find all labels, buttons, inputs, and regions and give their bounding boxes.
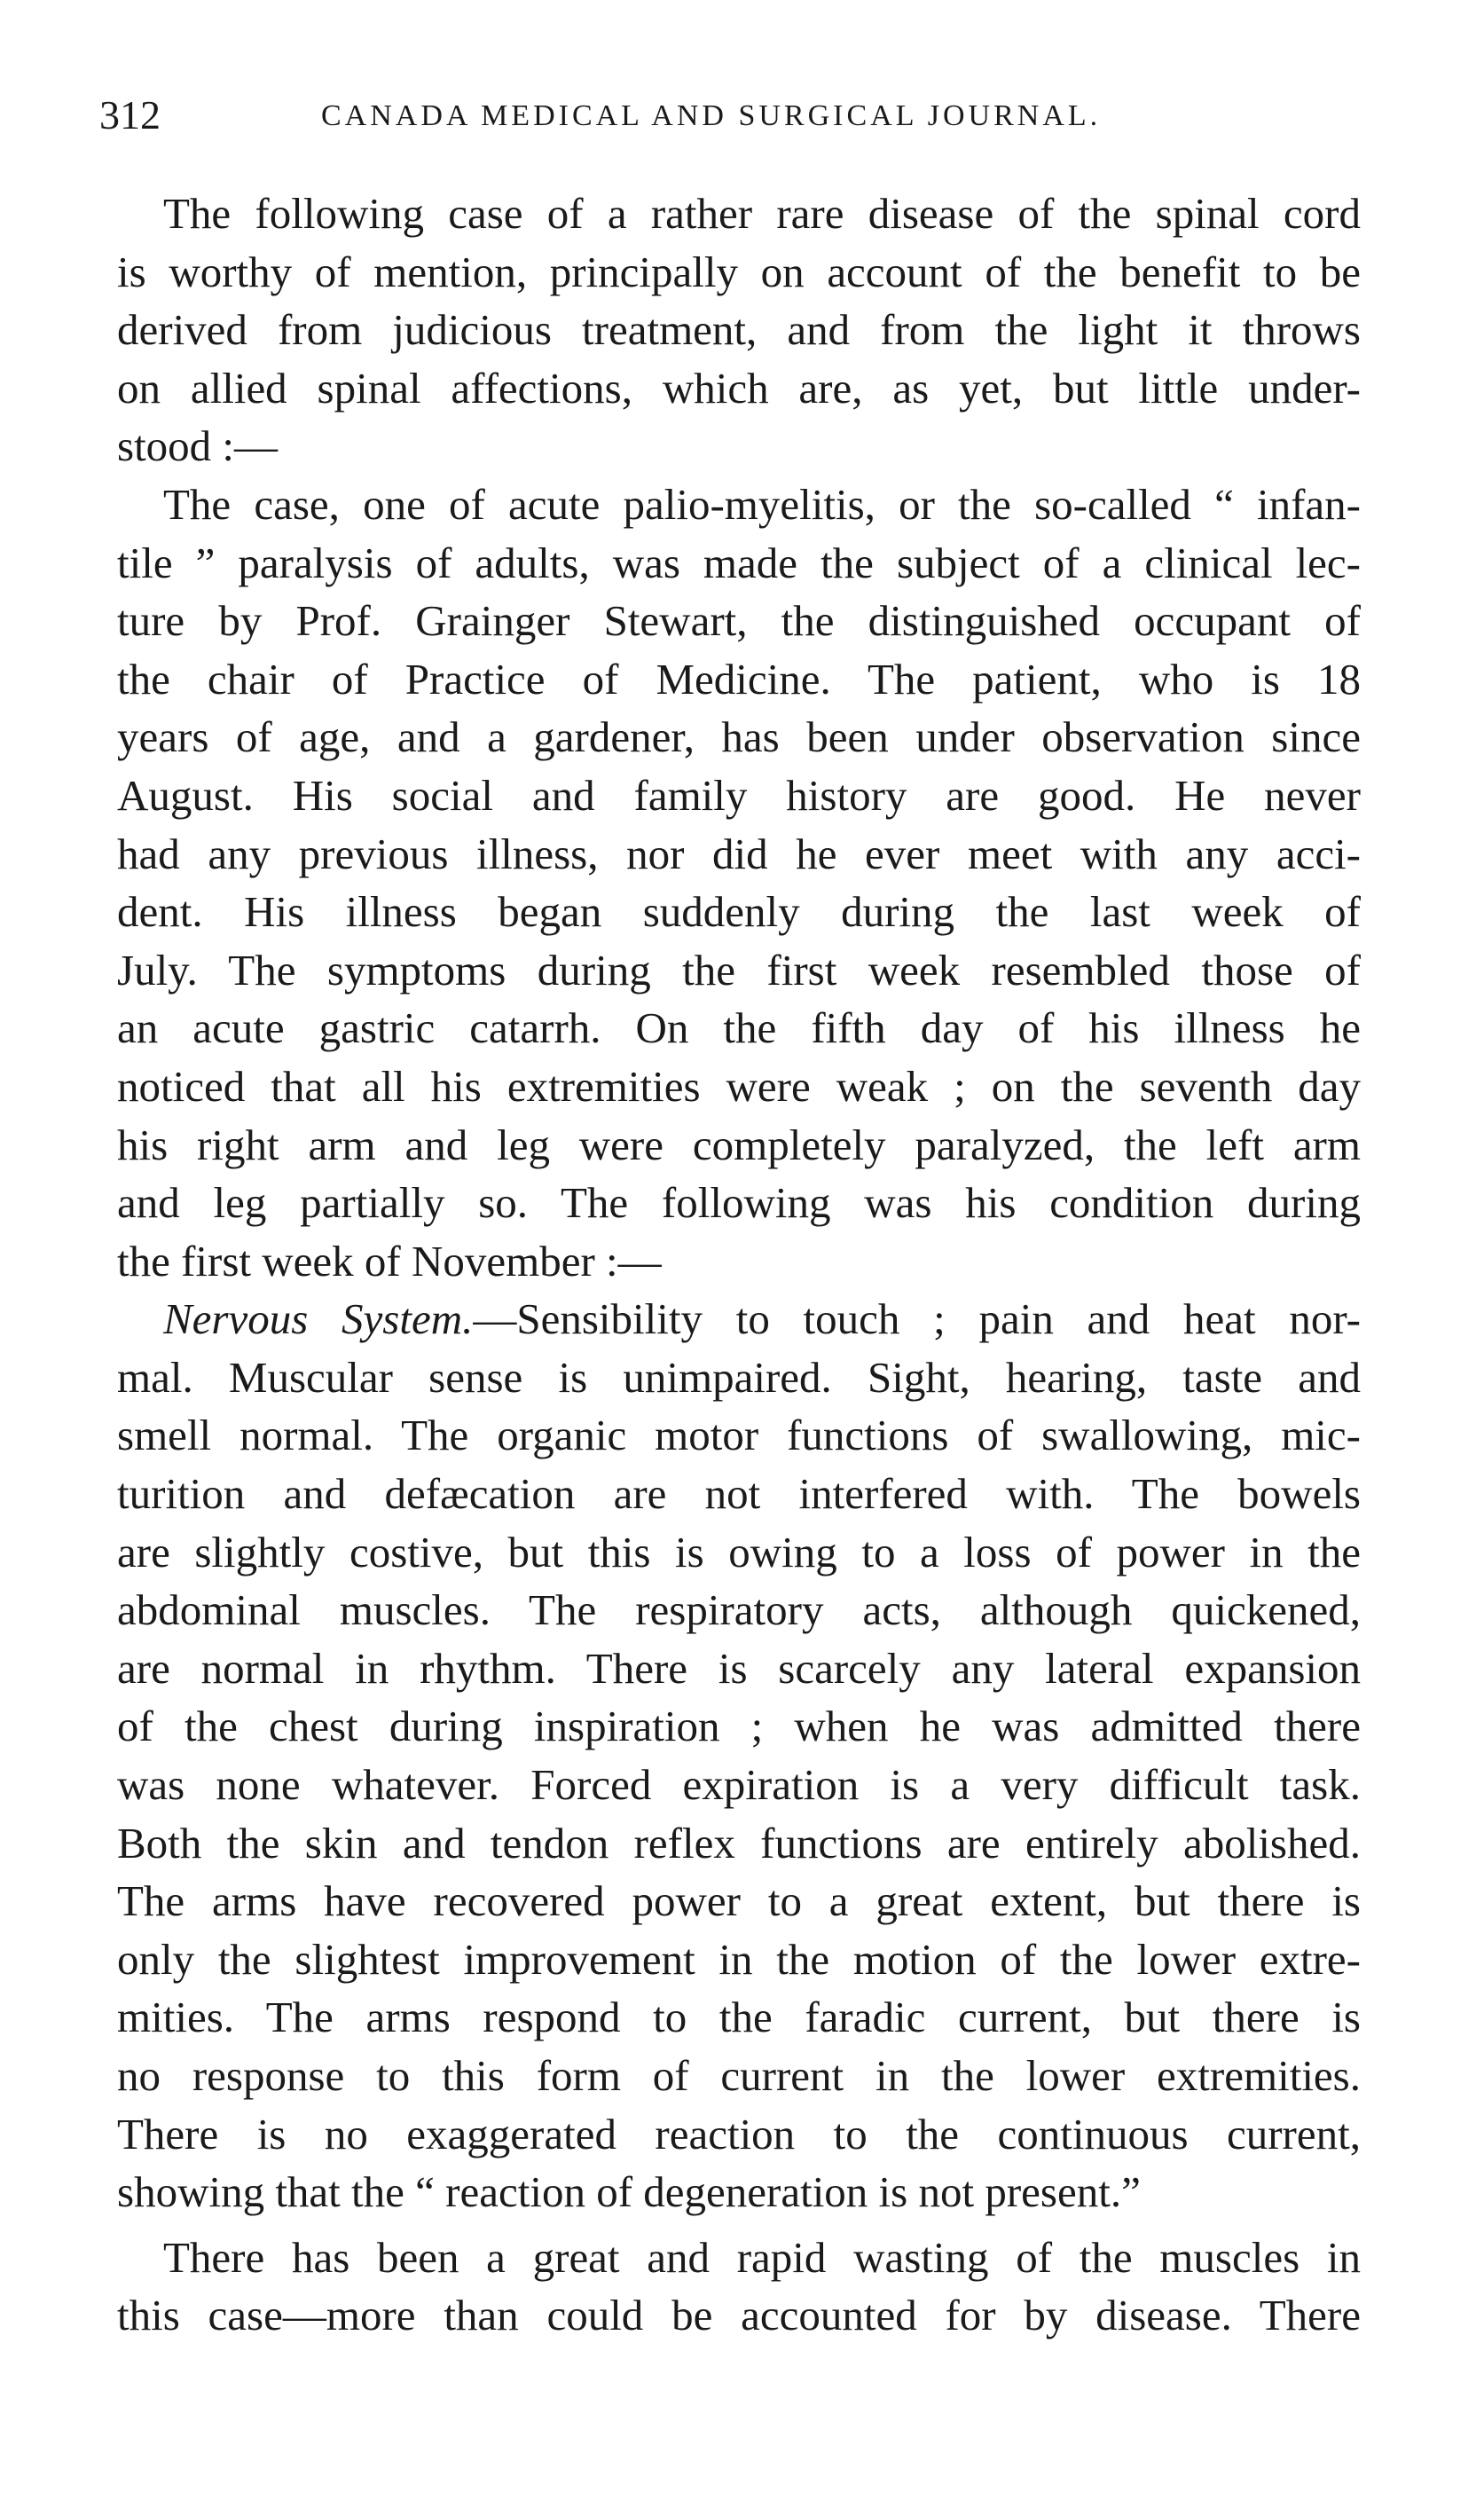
text-line: on allied spinal affections, which are, as yet, but little under- (117, 363, 1361, 413)
text-line: There has been a great and rapid wasting of the muscles in (163, 2232, 1361, 2282)
text-line: the chair of Practice of Medicine. The patient, who is 18 (117, 654, 1361, 704)
text-line: dent. His illness began suddenly during the last week of (117, 887, 1361, 937)
text-line: was none whatever. Forced expiration is a very difficult task. (117, 1760, 1361, 1810)
text-line: There is no exaggerated reaction to the continuous current, (117, 2109, 1361, 2158)
text-line: Both the skin and tendon reflex functions are entirely abolished. (117, 1818, 1361, 1867)
text-line: and leg partially so. The following was his condition during (117, 1178, 1361, 1228)
text-line: are slightly costive, but this is owing to a loss of power in the (117, 1527, 1361, 1576)
page-header (99, 89, 1199, 142)
text-line: the first week of November :— (117, 1236, 662, 1286)
text-line: tile ” paralysis of adults, was made the subject of a clinical lec- (117, 538, 1361, 587)
text-line: are normal in rhythm. There is scarcely any lateral expansion (117, 1643, 1361, 1693)
text-line: abdominal muscles. The respiratory acts, although quickened, (117, 1585, 1361, 1635)
text-line: is worthy of mention, principally on account of the benefit to be (117, 247, 1361, 296)
text-line: mities. The arms respond to the faradic current, but there is (117, 1993, 1361, 2042)
text-line: The following case of a rather rare disease of the spinal cord (163, 189, 1361, 238)
text-line: his right arm and leg were completely paralyzed, the left arm (117, 1120, 1361, 1169)
text-line: August. His social and family history are good. He never (117, 770, 1361, 820)
article-body (117, 185, 1361, 2345)
text-line: The arms have recovered power to a great extent, but there is (117, 1876, 1361, 1926)
text-line: an acute gastric catarrh. On the fifth day of his illness he (117, 1003, 1361, 1053)
text-line: ture by Prof. Grainger Stewart, the distinguished occupant of (117, 596, 1361, 646)
text-line (117, 1290, 1361, 1348)
text-line: years of age, and a gardener, has been under observation since (117, 712, 1361, 762)
text-line: only the slightest improvement in the motion of the lower extre- (117, 1934, 1361, 1984)
text-line: July. The symptoms during the first week resembled those of (117, 945, 1361, 995)
text-line: had any previous illness, nor did he ever meet with any acci- (117, 829, 1361, 878)
text-line-rest: —Sensibility to touch ; pain and heat nor- (473, 1294, 1361, 1344)
text-line: showing that the “ reaction of degeneration is not present.” (117, 2167, 1141, 2217)
paragraph (117, 185, 1361, 476)
text-line: this case—more than could be accounted for by disease. There (117, 2291, 1361, 2340)
section-heading: Nervous System. (163, 1294, 474, 1344)
text-line: of the chest during inspiration ; when he was admitted there (117, 1702, 1361, 1751)
text-line: turition and defæcation are not interfered with. The bowels (117, 1469, 1361, 1519)
page-number: 312 (99, 92, 161, 138)
paragraph (117, 1290, 1361, 2221)
paragraph (117, 476, 1361, 1290)
text-line: noticed that all his extremities were weak ; on the seventh day (117, 1061, 1361, 1111)
text-line: smell normal. The organic motor functions of swallowing, mic- (117, 1411, 1361, 1460)
text-line: The case, one of acute palio-myelitis, or the so-called “ infan- (163, 479, 1361, 529)
paragraph (117, 2229, 1361, 2345)
running-head: CANADA MEDICAL AND SURGICAL JOURNAL. (321, 99, 1102, 132)
text-line: mal. Muscular sense is unimpaired. Sight, hearing, taste and (117, 1352, 1361, 1402)
text-line: stood :— (117, 421, 279, 471)
text-line: derived from judicious treatment, and from the light it throws (117, 305, 1361, 355)
text-line: no response to this form of current in the lower extremities. (117, 2051, 1361, 2100)
